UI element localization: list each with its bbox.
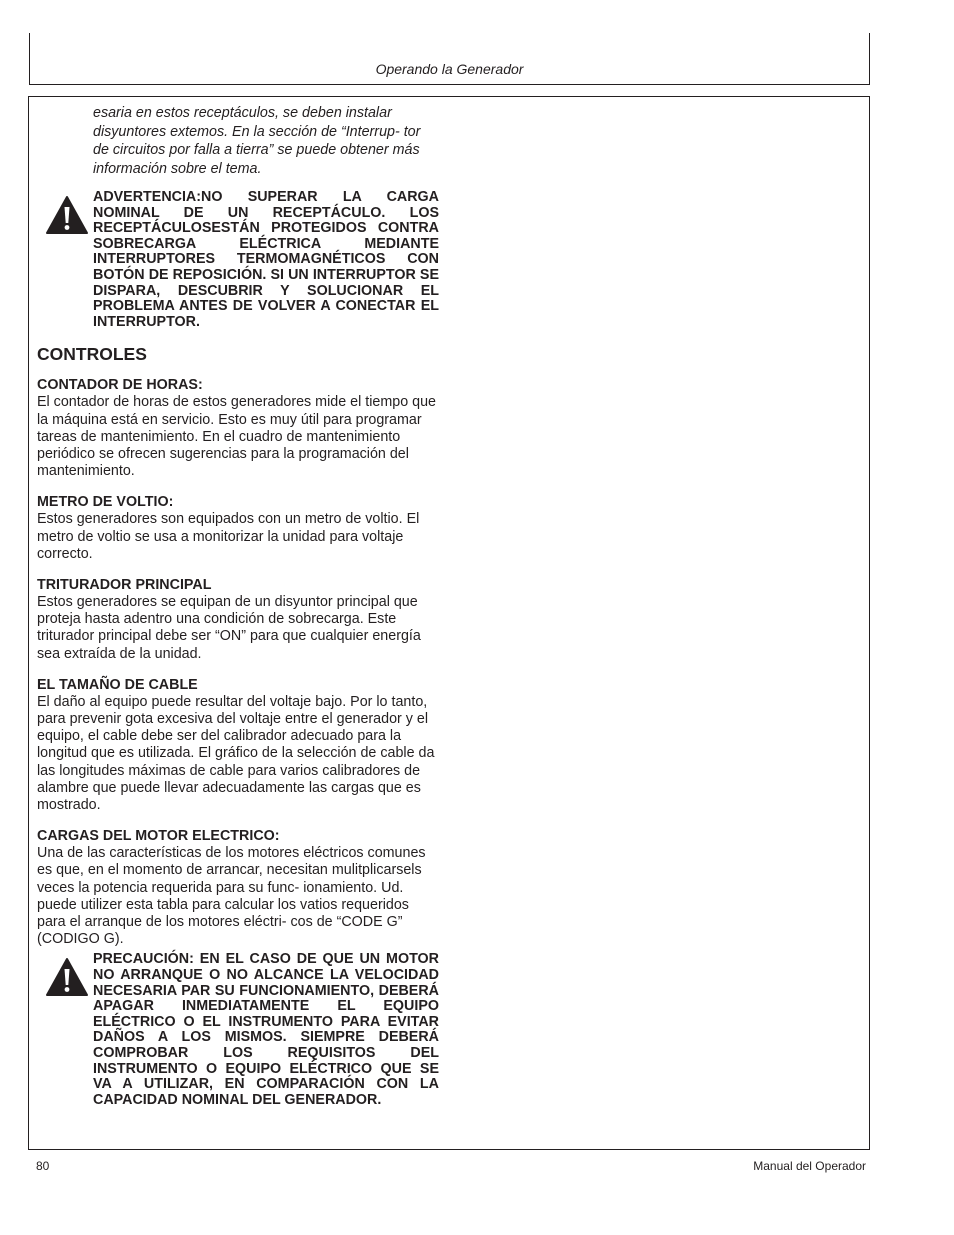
warning-text-bottom: PRECAUCIÓN: EN EL CASO DE QUE UN MOTOR NO ARRANQUE O NO ALCANCE LA VELOCIDAD NECESARIA PAR SU FUNCIONAMIENTO, DEBERÁ APAGAR INMEDIATAMENTE EL EQUIPO ELÉCTRICO O EL INSTRUMENTO PARA EVITAR DAÑOS A LOS MISMOS. SIEMPRE DEBERÁ COMPROBAR LOS REQUISITOS DEL INSTRUMENTO O EQUIPO ELÉCTRICO QUE SE VA A UTILIZAR, EN COMPARACIÓN CON LA CAPACIDAD NOMINAL DEL GENERADOR. xyxy=(93,951,439,1108)
subsection-title: METRO DE VOLTIO: xyxy=(37,494,174,511)
subsection-title: CARGAS DEL MOTOR ELECTRICO: xyxy=(37,828,280,845)
subsection-body: El daño al equipo puede resultar del voltaje bajo. Por lo tanto, para prevenir gota excesiva del voltaje entre el generador y el equipo, el cable debe ser del calibrador adecuado para la longitud que es utilizada. El gráfico de la selección de cable da las longitudes máximas de cable para varios calibradores de alambre que puede llevar adecuadamente las cargas que es mostrado. xyxy=(37,693,435,813)
section-title-controles: CONTROLES xyxy=(37,344,147,365)
subsection-metro-voltio xyxy=(37,493,439,563)
main-column xyxy=(37,104,439,1108)
subsection-body: Estos generadores son equipados con un metro de voltio. El metro de voltio se usa a monitorizar la unidad para voltaje correcto. xyxy=(37,511,420,562)
warning-text-top: ADVERTENCIA:NO SUPERAR LA CARGA NOMINAL DE UN RECEPTÁCULO. LOS RECEPTÁCULOSESTÁN PROTEGIDOS CONTRA SOBRECARGA ELÉCTRICA MEDIANTE INTERRUPTORES TERMOMAGNÉTICOS CON BOTÓN DE REPOSICIÓN. SI UN INTERRUPTOR SE DISPARA, DESCUBRIR Y SOLUCIONAR EL PROBLEMA ANTES DE VOLVER A CONECTAR EL INTERRUPTOR. xyxy=(93,189,439,330)
subsection-contador-horas xyxy=(37,376,439,480)
page-number: 80 xyxy=(36,1159,50,1173)
warning-triangle-icon xyxy=(37,190,93,330)
subsection-cargas-motor xyxy=(37,827,439,948)
warning-block-bottom xyxy=(37,952,439,1108)
subsection-triturador-principal xyxy=(37,576,439,663)
subsection-title: CONTADOR DE HORAS: xyxy=(37,377,203,394)
subsection-title: TRITURADOR PRINCIPAL xyxy=(37,576,212,593)
warning-block-top xyxy=(37,190,439,330)
intro-paragraph: esaria en estos receptáculos, se deben instalar disyuntores extemos. En la sección de “Interrup- tor de circuitos por falla a tierra” se puede obtener más información sobre el tema. xyxy=(93,105,421,177)
subsection-body: Una de las características de los motores eléctricos comunes es que, en el momento de arrancar, necesitan mulitplicarsels veces la potencia requerida para su func- ionamiento. Ud. puede utilizer esta tabla para calcular los vatios requeridos para el arranque de los motores eléctri- cos de “CODE G” (CODIGO G). xyxy=(37,845,426,948)
subsection-tamano-cable xyxy=(37,676,439,814)
footer-manual-title: Manual del Operador xyxy=(753,1159,866,1173)
subsection-body: Estos generadores se equipan de un disyuntor principal que proteja hasta adentro una condición de sobrecarga. Este triturador principal debe ser “ON” para que cualquier energía sea extraída de la unidad. xyxy=(37,593,421,662)
subsection-title: EL TAMAÑO DE CABLE xyxy=(37,676,198,693)
subsection-body: El contador de horas de estos generadores mide el tiempo que la máquina está en servicio. Esto es muy útil para programar tareas de mantenimiento. En el cuadro de mantenimiento periódico se ofrecen sugerencias para la programación del mantenimiento. xyxy=(37,394,436,480)
warning-triangle-icon xyxy=(37,952,93,1108)
header-title: Operando la Generador xyxy=(375,61,524,77)
page-header xyxy=(29,33,870,85)
